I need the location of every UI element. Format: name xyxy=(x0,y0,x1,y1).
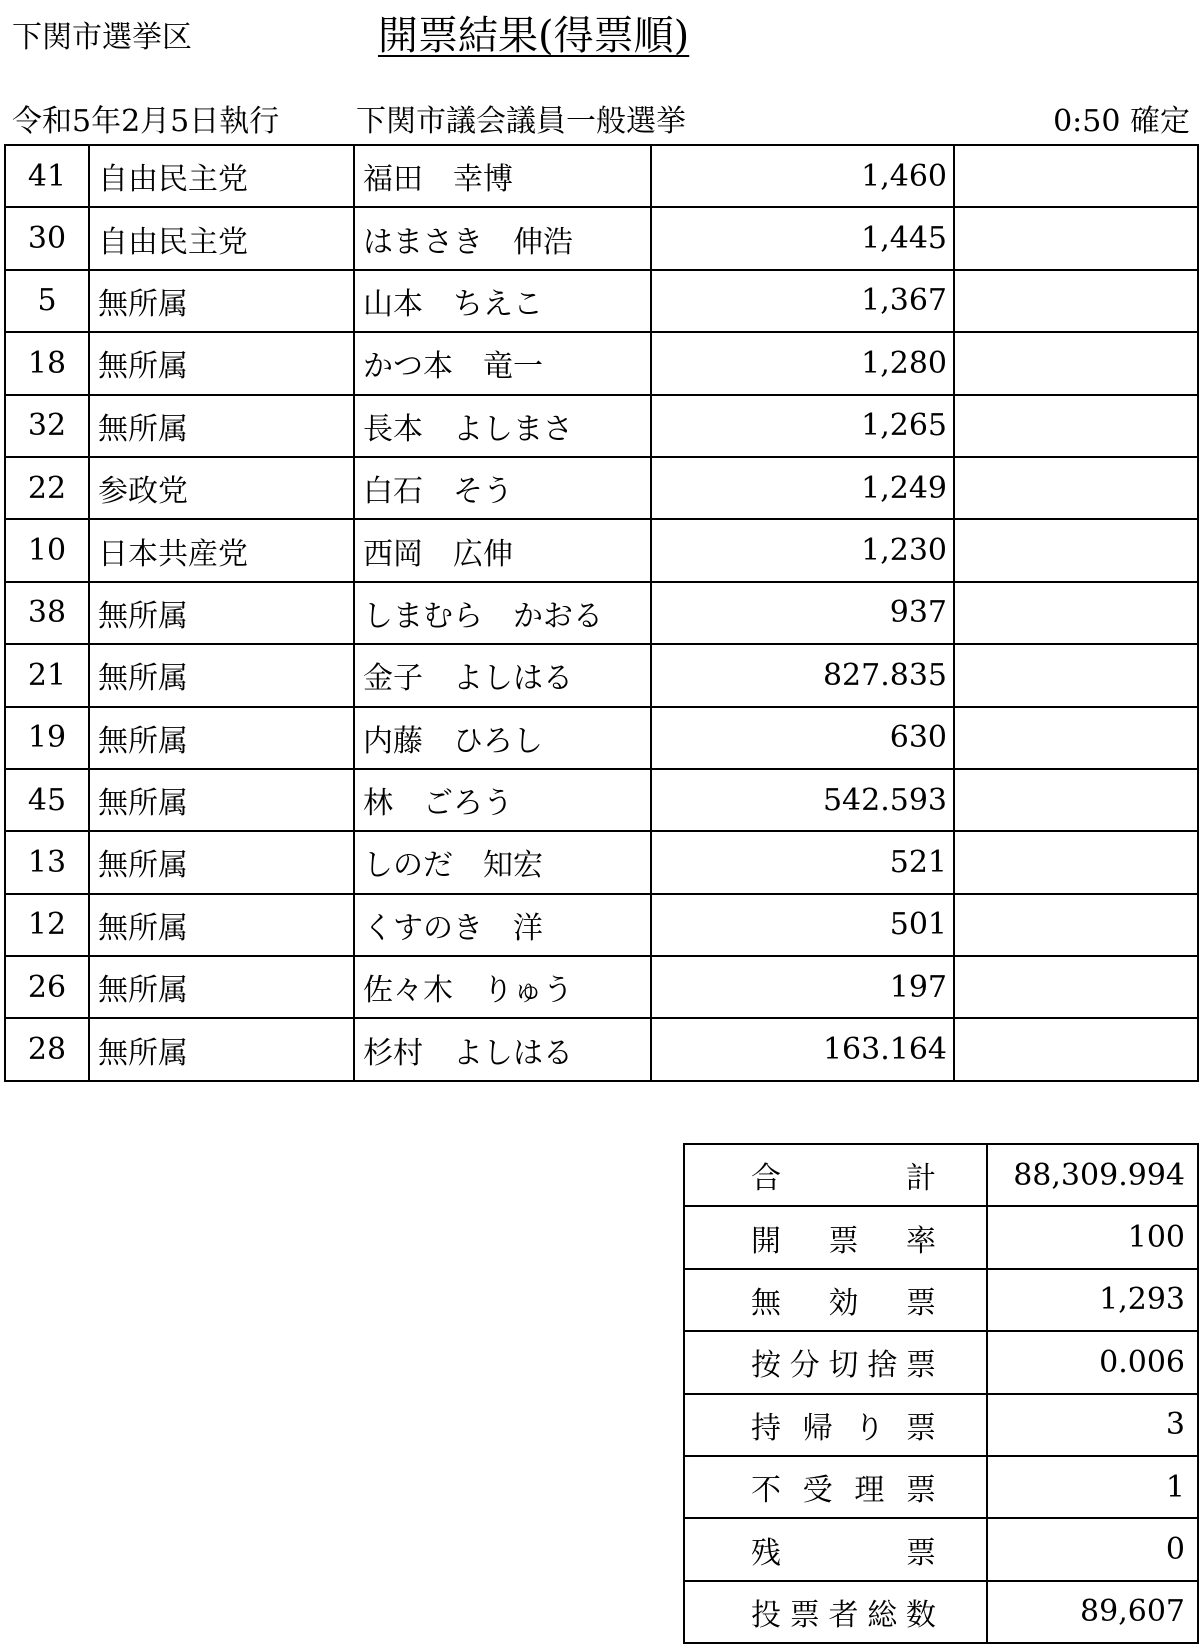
candidate-name: 長本 よしまさ xyxy=(354,395,651,457)
table-row xyxy=(5,395,1198,457)
summary-label-cell xyxy=(684,1581,987,1643)
page-title: 開票結果(得票順) xyxy=(378,13,690,59)
remark-cell xyxy=(954,644,1198,706)
candidate-party: 無所属 xyxy=(89,894,354,956)
summary-label: 無効票 xyxy=(751,1285,936,1321)
summary-label-cell xyxy=(684,1518,987,1580)
candidate-votes-cell xyxy=(651,644,954,706)
candidate-votes: 1,230 xyxy=(861,533,947,569)
table-row xyxy=(5,582,1198,644)
candidate-number: 38 xyxy=(5,582,89,644)
candidate-votes-cell xyxy=(651,519,954,581)
remark-cell xyxy=(954,332,1198,394)
summary-label: 不受理票 xyxy=(751,1473,936,1509)
remark-cell xyxy=(954,769,1198,831)
candidate-votes: 521 xyxy=(889,844,947,880)
candidate-votes: 937 xyxy=(889,595,947,631)
remark-cell xyxy=(954,395,1198,457)
candidate-number: 26 xyxy=(5,956,89,1018)
table-row xyxy=(5,270,1198,332)
candidate-number: 28 xyxy=(5,1018,89,1080)
candidate-number: 10 xyxy=(5,519,89,581)
summary-label: 残票 xyxy=(751,1535,936,1571)
summary-value: 0 xyxy=(987,1518,1198,1580)
table-row xyxy=(5,831,1198,893)
candidate-number: 32 xyxy=(5,395,89,457)
candidate-name: 西岡 広伸 xyxy=(354,519,651,581)
candidate-party: 自由民主党 xyxy=(89,207,354,269)
candidate-party: 無所属 xyxy=(89,582,354,644)
table-row xyxy=(5,956,1198,1018)
table-row xyxy=(5,207,1198,269)
remark-cell xyxy=(954,831,1198,893)
candidate-votes: 1,367 xyxy=(861,283,947,319)
summary-label-cell xyxy=(684,1456,987,1518)
summary-row xyxy=(684,1206,1198,1268)
candidate-name: かつ本 竜一 xyxy=(354,332,651,394)
candidate-name: 佐々木 りゅう xyxy=(354,956,651,1018)
summary-value: 0.006 xyxy=(987,1331,1198,1393)
candidate-number: 45 xyxy=(5,769,89,831)
summary-value: 1,293 xyxy=(987,1269,1198,1331)
candidate-party: 自由民主党 xyxy=(89,145,354,207)
candidate-party: 無所属 xyxy=(89,831,354,893)
table-row xyxy=(5,644,1198,706)
election-name: 下関市議会議員一般選挙 xyxy=(356,104,686,139)
candidate-party: 無所属 xyxy=(89,1018,354,1080)
candidate-number: 41 xyxy=(5,145,89,207)
remark-cell xyxy=(954,207,1198,269)
table-row xyxy=(5,707,1198,769)
summary-label-cell xyxy=(684,1206,987,1268)
candidate-party: 無所属 xyxy=(89,644,354,706)
remark-cell xyxy=(954,707,1198,769)
candidate-name: 林 ごろう xyxy=(354,769,651,831)
summary-label: 合計 xyxy=(751,1161,936,1197)
candidate-party: 無所属 xyxy=(89,332,354,394)
candidate-name: 内藤 ひろし xyxy=(354,707,651,769)
candidate-number: 30 xyxy=(5,207,89,269)
remark-cell xyxy=(954,457,1198,519)
candidate-votes: 197 xyxy=(889,969,947,1005)
summary-row xyxy=(684,1456,1198,1518)
summary-table xyxy=(683,1143,1199,1644)
table-row xyxy=(5,145,1198,207)
table-row xyxy=(5,894,1198,956)
candidate-votes: 542.593 xyxy=(822,782,947,818)
candidate-votes: 1,460 xyxy=(861,158,947,194)
candidate-votes: 1,249 xyxy=(861,470,947,506)
candidate-votes-cell xyxy=(651,894,954,956)
remark-cell xyxy=(954,894,1198,956)
candidate-votes-cell xyxy=(651,145,954,207)
candidate-number: 22 xyxy=(5,457,89,519)
candidate-votes: 630 xyxy=(889,720,947,756)
candidate-party: 無所属 xyxy=(89,956,354,1018)
summary-label-cell xyxy=(684,1144,987,1206)
summary-label-cell xyxy=(684,1394,987,1456)
summary-value: 88,309.994 xyxy=(987,1144,1198,1206)
results-table xyxy=(4,144,1199,1082)
candidate-party: 無所属 xyxy=(89,395,354,457)
candidate-votes-cell xyxy=(651,956,954,1018)
remark-cell xyxy=(954,145,1198,207)
candidate-votes: 501 xyxy=(889,907,947,943)
candidate-name: 山本 ちえこ xyxy=(354,270,651,332)
summary-label: 投票者総数 xyxy=(751,1597,936,1633)
candidate-votes-cell xyxy=(651,1018,954,1080)
summary-row xyxy=(684,1581,1198,1643)
candidate-name: はまさき 伸浩 xyxy=(354,207,651,269)
summary-row xyxy=(684,1269,1198,1331)
candidate-party: 参政党 xyxy=(89,457,354,519)
table-row xyxy=(5,769,1198,831)
candidate-name: 白石 そう xyxy=(354,457,651,519)
remark-cell xyxy=(954,956,1198,1018)
candidate-name: くすのき 洋 xyxy=(354,894,651,956)
summary-value: 89,607 xyxy=(987,1581,1198,1643)
candidate-name: 杉村 よしはる xyxy=(354,1018,651,1080)
candidate-votes: 827.835 xyxy=(822,657,947,693)
candidate-votes-cell xyxy=(651,769,954,831)
table-row xyxy=(5,332,1198,394)
candidate-number: 19 xyxy=(5,707,89,769)
summary-label: 開票率 xyxy=(751,1223,936,1259)
candidate-votes-cell xyxy=(651,457,954,519)
candidate-votes-cell xyxy=(651,395,954,457)
table-row xyxy=(5,1018,1198,1080)
candidate-number: 5 xyxy=(5,270,89,332)
candidate-party: 無所属 xyxy=(89,270,354,332)
election-date: 令和5年2月5日執行 xyxy=(12,104,280,139)
candidate-number: 12 xyxy=(5,894,89,956)
candidate-votes: 1,280 xyxy=(861,345,947,381)
candidate-name: 福田 幸博 xyxy=(354,145,651,207)
summary-label: 按分切捨票 xyxy=(751,1348,936,1384)
summary-row xyxy=(684,1331,1198,1393)
candidate-votes: 1,265 xyxy=(861,408,947,444)
candidate-name: 金子 よしはる xyxy=(354,644,651,706)
candidate-votes-cell xyxy=(651,332,954,394)
summary-label-cell xyxy=(684,1269,987,1331)
district-label: 下関市選挙区 xyxy=(12,20,192,55)
candidate-party: 日本共産党 xyxy=(89,519,354,581)
summary-value: 3 xyxy=(987,1394,1198,1456)
summary-value: 1 xyxy=(987,1456,1198,1518)
summary-row xyxy=(684,1394,1198,1456)
remark-cell xyxy=(954,582,1198,644)
candidate-votes-cell xyxy=(651,831,954,893)
table-row xyxy=(5,519,1198,581)
summary-value: 100 xyxy=(987,1206,1198,1268)
candidate-number: 13 xyxy=(5,831,89,893)
remark-cell xyxy=(954,519,1198,581)
candidate-name: しまむら かおる xyxy=(354,582,651,644)
candidate-party: 無所属 xyxy=(89,707,354,769)
count-status: 0:50 確定 xyxy=(1053,104,1190,139)
candidate-votes-cell xyxy=(651,207,954,269)
remark-cell xyxy=(954,270,1198,332)
candidate-number: 18 xyxy=(5,332,89,394)
candidate-number: 21 xyxy=(5,644,89,706)
candidate-votes-cell xyxy=(651,270,954,332)
remark-cell xyxy=(954,1018,1198,1080)
candidate-votes: 163.164 xyxy=(822,1032,947,1068)
summary-label: 持帰り票 xyxy=(751,1410,936,1446)
table-row xyxy=(5,457,1198,519)
summary-row xyxy=(684,1144,1198,1206)
summary-row xyxy=(684,1518,1198,1580)
candidate-name: しのだ 知宏 xyxy=(354,831,651,893)
candidate-votes-cell xyxy=(651,707,954,769)
summary-label-cell xyxy=(684,1331,987,1393)
candidate-votes: 1,445 xyxy=(861,221,947,257)
candidate-party: 無所属 xyxy=(89,769,354,831)
candidate-votes-cell xyxy=(651,582,954,644)
